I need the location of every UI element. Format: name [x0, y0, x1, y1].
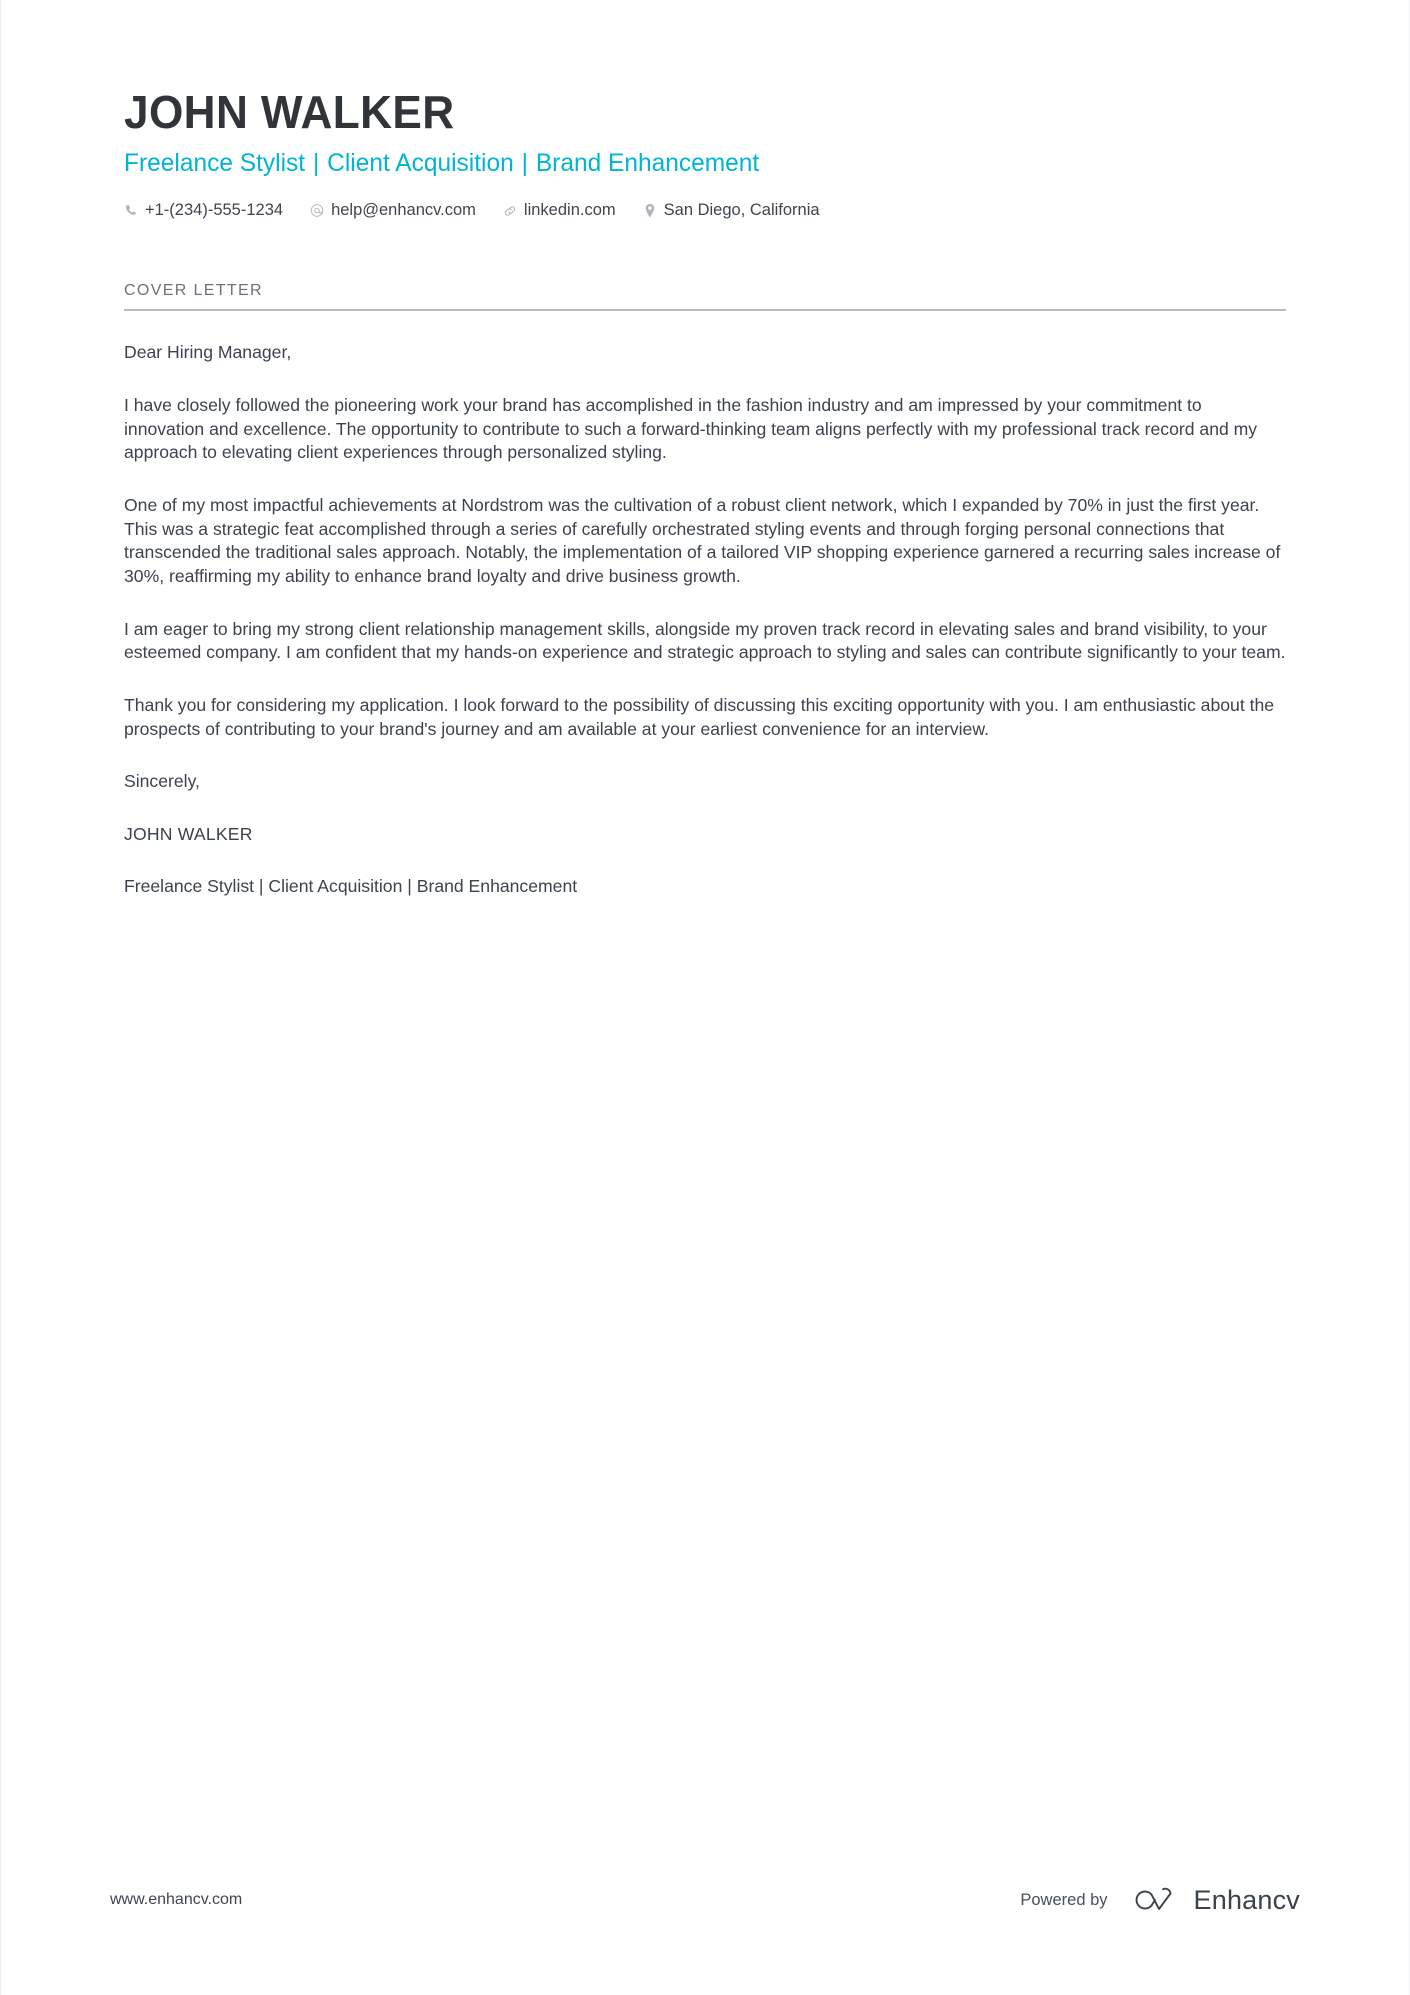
email-icon — [310, 203, 324, 219]
enhancv-logo-icon — [1125, 1885, 1181, 1915]
headline-separator: | — [516, 149, 533, 178]
contact-location[interactable] — [643, 201, 820, 220]
contact-email[interactable] — [310, 201, 476, 220]
letter-paragraph: I have closely followed the pioneering work your brand has accomplished in the fashion industry and am impressed by your commitment to innovation and excellence. The opportunity to contribute to such a forward-thinking team aligns perfectly with my professional track record and my approach to elevating client experiences through personalized styling. — [124, 394, 1258, 463]
headline-separator: | — [308, 149, 325, 178]
section-title: COVER LETTER — [124, 282, 263, 300]
contact-location-value: San Diego, California — [663, 201, 820, 220]
letter-body — [124, 341, 1286, 899]
letter-paragraph: I am eager to bring my strong client relationship management skills, alongside my proven track record in elevating sales and brand visibility, to your esteemed company. I am confident that my hands-on experience and strategic approach to styling and sales can contribute significantly to your team. — [124, 618, 1286, 663]
page-edge-left — [0, 0, 1, 1995]
letter-paragraph: One of my most impactful achievements at Nordstrom was the cultivation of a robust client network, which I expanded by 70% in just the first year. This was a strategic feat accomplished through a series of carefully orchestrated styling events and through forging personal connections that transcended the traditional sales approach. Notably, the implementation of a tailored VIP shopping experience garnered a recurring sales increase of 30%, reaffirming my ability to enhance brand loyalty and drive business growth. — [124, 494, 1281, 586]
signature-name: JOHN WALKER — [124, 823, 253, 844]
letter-closing: Sincerely, — [124, 771, 200, 792]
signature-title: Freelance Stylist | Client Acquisition | Brand Enhancement — [124, 876, 578, 897]
headline-part-3: Brand Enhancement — [535, 149, 760, 178]
enhancv-wordmark: Enhancv — [1193, 1884, 1300, 1915]
powered-by-label: Powered by — [1020, 1890, 1108, 1909]
contact-linkedin-value: linkedin.com — [523, 201, 616, 220]
phone-icon — [124, 203, 138, 219]
contact-linkedin[interactable] — [503, 201, 616, 220]
document-header — [124, 0, 1286, 220]
footer-brand — [1020, 1885, 1300, 1916]
headline-part-1: Freelance Stylist — [124, 149, 306, 178]
contact-row — [124, 201, 1286, 220]
page-footer — [0, 1883, 1410, 1917]
contact-email-value: help@enhancv.com — [331, 201, 476, 220]
location-pin-icon — [643, 203, 657, 219]
candidate-headline — [124, 148, 1263, 178]
candidate-name: JOHN WALKER — [124, 86, 455, 138]
enhancv-brand-lockup[interactable] — [1125, 1885, 1300, 1916]
section-divider — [124, 309, 1286, 311]
letter-paragraph: Thank you for considering my application. I look forward to the possibility of discussing this exciting opportunity with you. I am enthusiastic about the prospects of contributing to your brand's journey and am available at your earliest convenience for an interview. — [124, 694, 1275, 739]
page-content — [124, 0, 1286, 899]
cover-letter-section — [124, 282, 1286, 311]
letter-salutation: Dear Hiring Manager, — [124, 342, 292, 363]
footer-website-link[interactable]: www.enhancv.com — [110, 1891, 243, 1908]
link-icon — [503, 203, 517, 219]
headline-part-2: Client Acquisition — [327, 149, 514, 178]
contact-phone[interactable] — [124, 201, 283, 220]
contact-phone-value: +1-(234)-555-1234 — [145, 201, 284, 220]
